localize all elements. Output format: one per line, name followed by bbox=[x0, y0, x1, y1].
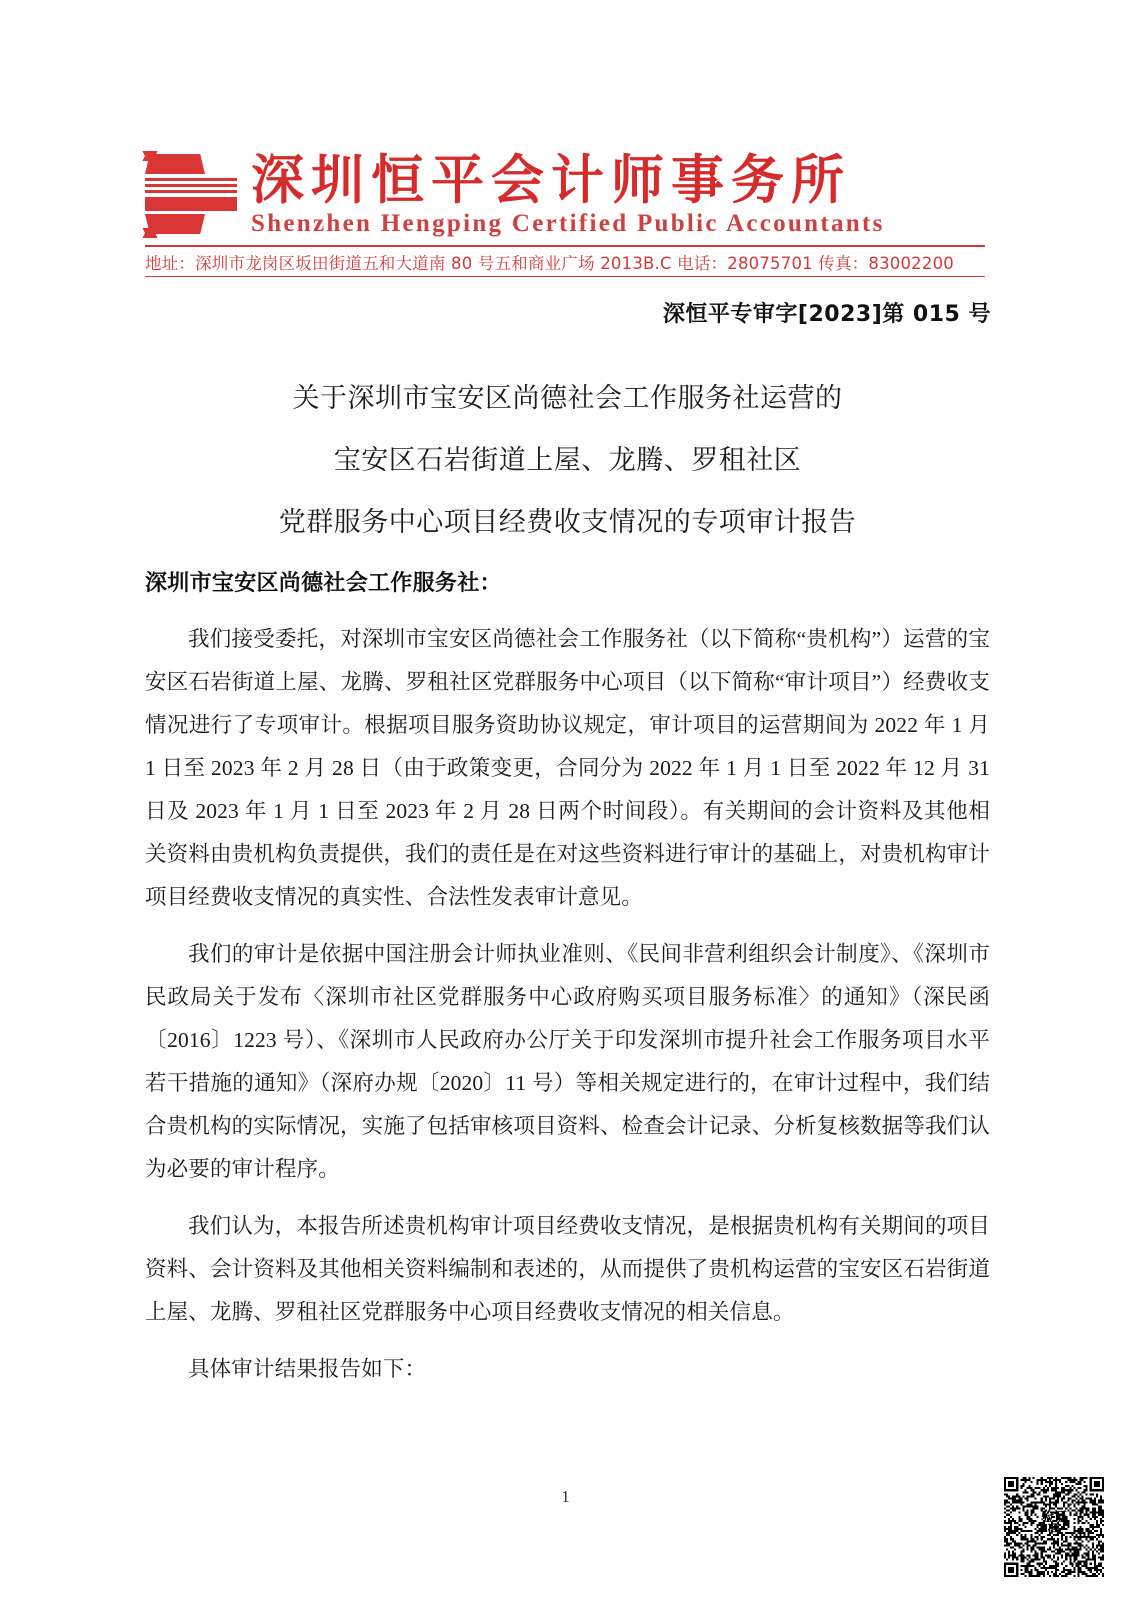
document-number: 深恒平专审字[2023]第 015 号 bbox=[662, 302, 991, 327]
report-body bbox=[145, 618, 990, 1391]
firm-name-english: Shenzhen Hengping Certified Public Accountants bbox=[251, 210, 885, 237]
body-paragraph: 我们的审计是依据中国注册会计师执业准则、《民间非营利组织会计制度》、《深圳市民政局关于发布〈深圳市社区党群服务中心政府购买项目服务标准〉的通知》（深民函〔2016〕1223 号）、《深圳市人民政府办公厅关于印发深圳市提升社会工作服务项目水平若干措施的通知》（深府办规〔2020〕11 号）等相关规定进行的，在审计过程中，我们结合贵机构的实际情况，实施了包括审核项目资料、检查会计记录、分析复核数据等我们认为必要的审计程序。 bbox=[145, 942, 990, 1181]
addressee-line: 深圳市宝安区尚德社会工作服务社： bbox=[145, 571, 502, 596]
title-line-1: 关于深圳市宝安区尚德社会工作服务社运营的 bbox=[292, 383, 843, 413]
hengping-seal-logo-icon bbox=[145, 150, 237, 238]
letterhead bbox=[145, 150, 990, 277]
title-line-3: 党群服务中心项目经费收支情况的专项审计报告 bbox=[278, 507, 857, 537]
qr-code-image bbox=[1004, 1477, 1104, 1577]
body-paragraph: 具体审计结果报告如下： bbox=[188, 1357, 427, 1381]
letterhead-address-line: 地址：深圳市龙岗区坂田街道五和大道南 80 号五和商业广场 2013B.C 电话：28075701 传真：83002200 bbox=[145, 247, 985, 277]
body-paragraph: 我们接受委托，对深圳市宝安区尚德社会工作服务社（以下简称“贵机构”）运营的宝安区石岩街道上屋、龙腾、罗租社区党群服务中心项目（以下简称“审计项目”）经费收支情况进行了专项审计。根据项目服务资助协议规定，审计项目的运营期间为 2022 年 1 月 1 日至 2023 年 2 月 28 日（由于政策变更，合同分为 2022 年 1 月 1 日至 2022 年 12 月 31 日及 2023 年 1 月 1 日至 2023 年 2 月 28 日两个时间段）。有关期间的会计资料及其他相关资料由贵机构负责提供，我们的责任是在对这些资料进行审计的基础上，对贵机构审计项目经费收支情况的真实性、合法性发表审计意见。 bbox=[145, 627, 990, 909]
title-line-2: 宝安区石岩街道上屋、龙腾、罗租社区 bbox=[333, 445, 802, 475]
qr-code-icon[interactable] bbox=[1004, 1477, 1104, 1577]
report-title bbox=[145, 385, 990, 571]
firm-name-chinese: 深圳恒平会计师事务所 bbox=[251, 149, 851, 211]
body-paragraph: 我们认为，本报告所述贵机构审计项目经费收支情况，是根据贵机构有关期间的项目资料、会计资料及其他相关资料编制和表述的，从而提供了贵机构运营的宝安区石岩街道上屋、龙腾、罗租社区党群服务中心项目经费收支情况的相关信息。 bbox=[145, 1214, 990, 1324]
page-number: 1 bbox=[561, 1487, 570, 1506]
qr-code-label-line1: 验证 bbox=[1040, 1510, 1067, 1525]
qr-code-label-line2: 码 bbox=[1047, 1523, 1061, 1538]
